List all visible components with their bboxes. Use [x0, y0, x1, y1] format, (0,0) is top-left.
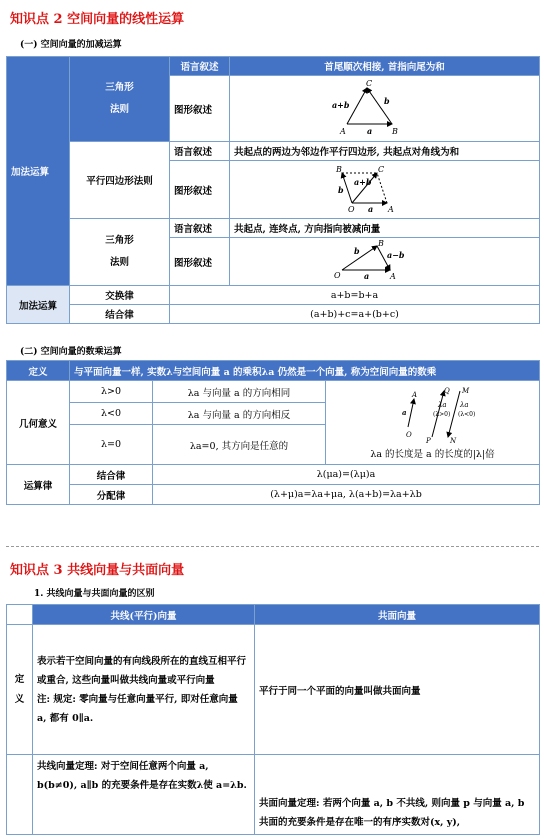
scalar-dist: 分配律 [70, 485, 153, 505]
add-label: 加法运算 [7, 57, 70, 286]
section-separator [6, 546, 539, 547]
comm-law: 交换律 [70, 286, 170, 305]
cond-text: λa 与向量 a 的方向相反 [153, 403, 326, 425]
para-figure-cell [230, 161, 540, 219]
def-label: 定义 [7, 361, 70, 381]
subsection-scalar: (二) 空间向量的数乘运算 [20, 347, 122, 357]
parallelogram-rule: 平行四边形法则 [70, 142, 170, 219]
cond-row: λ<0 [70, 403, 153, 425]
col-header-collinear: 共线(平行)向量 [33, 605, 255, 625]
point-A-label: A [390, 272, 396, 280]
length-text: λa 的长度是 a 的长度的|λ|倍 [370, 449, 495, 460]
thm-collinear: 共线向量定理: 对于空间任意两个向量 a, b(b≠0), a∥b 的充要条件是存在实数λ使 a=λb. [33, 755, 255, 835]
scalar-assoc-f: λ(μa)=(λμ)a [153, 465, 540, 485]
def-text: 与平面向量一样, 实数λ与空间向量 a 的乘积λa 仍然是一个向量, 称为空间向量的数乘 [70, 361, 540, 381]
para-lang-text: 共起点的两边为邻边作平行四边形, 共起点对角线为和 [230, 142, 540, 161]
subsection-diff: 1. 共线向量与共面向量的区别 [34, 589, 155, 599]
col-header-coplanar: 共面向量 [255, 605, 540, 625]
scalar-table [6, 360, 540, 505]
vec-b-label: b [338, 185, 344, 195]
lang-label: 语言叙述 [170, 219, 230, 238]
add-sub-table [6, 56, 540, 324]
section2-title: 知识点 2 空间向量的线性运算 [10, 12, 185, 27]
point-A-label: A [388, 205, 394, 213]
graph-label: 图形叙述 [170, 161, 230, 219]
lang-label: 语言叙述 [170, 142, 230, 161]
lambda-neg-cond: (λ<0) [457, 411, 475, 418]
point-C-label: C [366, 79, 373, 88]
vec-a-label: a [368, 204, 374, 213]
point-M-label: M [461, 387, 469, 395]
assoc-formula: (a+b)+c=a+(b+c) [170, 305, 540, 324]
lang-label: 语言叙述 [170, 57, 230, 76]
parallelogram-figure [332, 163, 412, 213]
point-C-label: C [378, 165, 385, 174]
vec-sum-label: a+b [332, 100, 350, 110]
lambda-a-pos-label: λa [437, 401, 447, 409]
def-collinear: 表示若干空间向量的有向线段所在的直线互相平行或重合, 这些向量叫做共线向量或平行向量 注: 规定: 零向量与任意向量平行, 即对任意向量 a, 都有 0∥a. [33, 625, 255, 755]
vec-b-label: b [384, 96, 390, 106]
point-B-label: B [336, 165, 342, 174]
collinear-coplanar-table [6, 604, 540, 835]
op-label: 运算律 [7, 465, 70, 505]
scalar-figure-cell [326, 381, 540, 465]
subsection-add-sub: (一) 空间向量的加减运算 [20, 40, 122, 50]
point-O-label: O [348, 205, 355, 213]
vec-a-label: a [364, 271, 370, 280]
sub-lang-text: 共起点, 连终点, 方向指向被减向量 [230, 219, 540, 238]
assoc-law: 结合律 [70, 305, 170, 324]
thm-coplanar: 共面向量定理: 若两个向量 a, b 不共线, 则向量 p 与向量 a, b 共面的充要条件是存在唯一的有序实数对(x, y), [255, 755, 540, 835]
cond-row: λ=0 [70, 425, 153, 465]
point-A-label: A [411, 391, 417, 399]
sub-triangle-rule: 三角形 法则 [70, 219, 170, 286]
point-O-label: O [334, 271, 341, 280]
def-coplanar: 平行于同一个平面的向量叫做共面向量 [255, 625, 540, 755]
point-A-label: A [340, 127, 346, 136]
subtraction-figure [332, 240, 412, 280]
vec-diff-label: a−b [387, 250, 405, 260]
vec-a-label: a [401, 408, 407, 417]
graph-label: 图形叙述 [170, 76, 230, 142]
triangle-rule: 三角形 法则 [70, 57, 170, 142]
tri-lang-text: 首尾顺次相接, 首指向尾为和 [230, 57, 540, 76]
cond-text: λa 与向量 a 的方向相同 [153, 381, 326, 403]
point-B-label: B [378, 240, 384, 248]
point-B-label: B [392, 127, 398, 136]
scalar-dist-f: (λ+μ)a=λa+μa, λ(a+b)=λa+λb [153, 485, 540, 505]
cond-row: λ>0 [70, 381, 153, 403]
point-O-label: O [405, 431, 412, 439]
laws-label: 加法运算 [7, 286, 70, 324]
lambda-a-neg-label: λa [459, 401, 469, 409]
def-label: 定 义 [7, 625, 33, 755]
vec-sum-label: a+b [354, 177, 372, 187]
tri-figure-cell [230, 76, 540, 142]
vec-a-label: a [367, 126, 373, 136]
scalar-figure [388, 385, 478, 443]
comm-formula: a+b=b+a [170, 286, 540, 305]
scalar-assoc: 结合律 [70, 465, 153, 485]
cond-text: λa=0, 其方向是任意的 [153, 425, 326, 465]
graph-label: 图形叙述 [170, 238, 230, 286]
lambda-pos-cond: (λ>0) [432, 411, 450, 418]
geo-label: 几何意义 [7, 381, 70, 465]
point-Q-label: Q [443, 387, 450, 395]
point-N-label: N [449, 437, 456, 443]
triangle-figure [332, 78, 412, 136]
point-P-label: P [425, 437, 431, 443]
sub-figure-cell [230, 238, 540, 286]
section3-title: 知识点 3 共线向量与共面向量 [10, 563, 185, 578]
vec-b-label: b [354, 246, 360, 256]
